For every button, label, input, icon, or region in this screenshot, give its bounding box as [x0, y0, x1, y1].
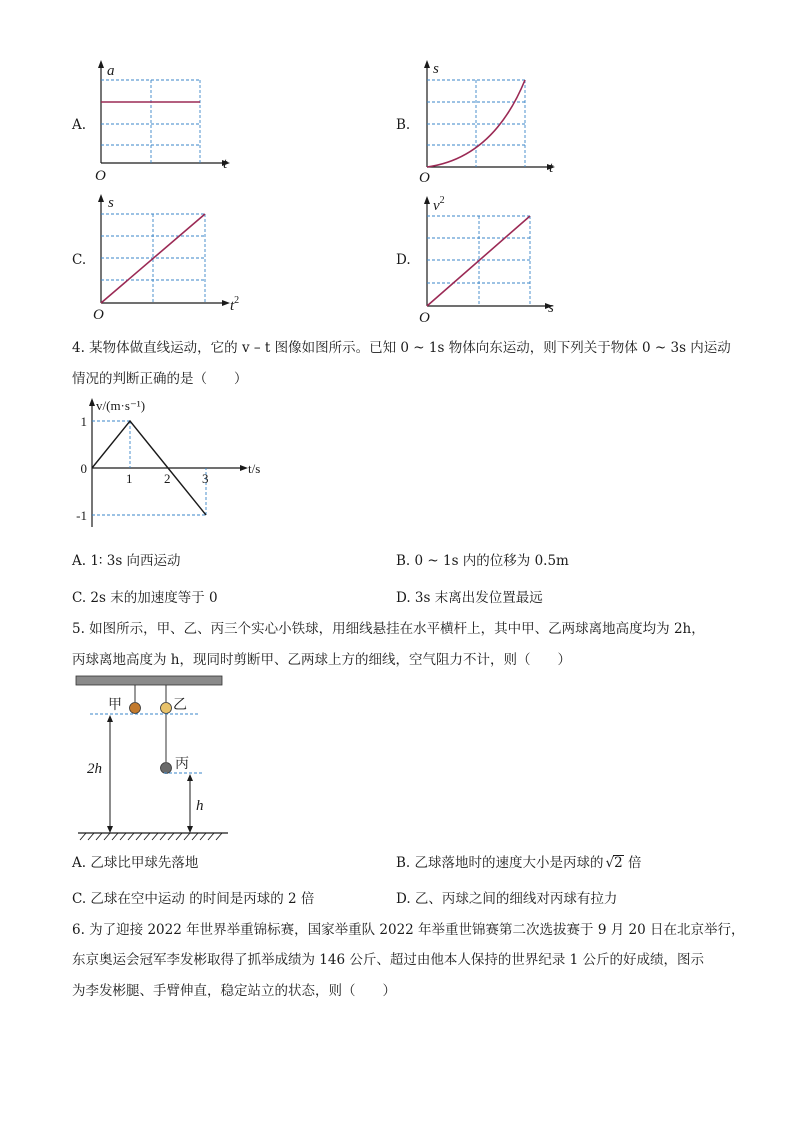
ball-jia	[130, 703, 141, 714]
vt-xlabel: t/s	[248, 461, 261, 476]
q3-option-a-label: A.	[72, 117, 87, 133]
q5-option-a: A. 乙球比甲球先落地	[72, 855, 199, 871]
ball-yi	[161, 703, 172, 714]
q3-d-yaxis: v	[433, 198, 440, 214]
q4-option-a: A. 1∶ 3s 向西运动	[72, 553, 181, 569]
q3-b-xaxis: t	[549, 160, 554, 176]
q3-a-origin: O	[95, 168, 106, 184]
q3-c-xaxis: t	[230, 298, 235, 314]
q3-option-c-label: C.	[72, 252, 87, 268]
label-jia: 甲	[108, 698, 122, 713]
q4-option-b: B. 0 ~ 1s 内的位移为 0.5m	[396, 553, 569, 569]
svg-text:t2	[230, 295, 239, 314]
vt-ytick-1: 1	[80, 414, 87, 429]
q5-option-b-text: B. 乙球落地时的速度大小是丙球的	[396, 855, 604, 871]
svg-text:v2	[433, 195, 445, 214]
q5-stem-line1: 5. 如图所示，甲、乙、丙三个实心小铁球，用细线悬挂在水平横杆上，其中甲、乙两球离地高度均为 2h，	[72, 621, 705, 637]
vt-ylabel: v/(m·s⁻¹)	[96, 398, 146, 413]
q5-figure	[72, 672, 237, 844]
q3-d-origin: O	[419, 310, 430, 324]
q5-option-b-tail: 倍	[628, 855, 642, 871]
label-bing: 丙	[175, 757, 189, 772]
q5-option-b-root: 2	[614, 855, 623, 871]
q3-option-d-label: D.	[396, 252, 411, 268]
q5-option-b: B. 乙球落地时的速度大小是丙球的 √2 倍	[396, 855, 642, 871]
q3-graph-c	[88, 190, 253, 322]
q6-stem-line1: 6. 为了迎接 2022 年世界举重锦标赛，国家举重队 2022 年举重世锦赛第二次选拔赛于 9 月 20 日在北京举行，	[72, 922, 745, 938]
q5-option-d: D. 乙、丙球之间的细线对丙球有拉力	[396, 891, 618, 907]
q6-stem-line3: 为李发彬腿、手臂伸直，稳定站立的状态，则（ ）	[72, 983, 396, 999]
q3-a-xaxis: t	[223, 156, 228, 172]
q5-stem-line2: 丙球离地高度为 h，现同时剪断甲、乙两球上方的细线，空气阻力不计，则（ ）	[72, 652, 571, 668]
q5-option-c: C. 乙球在空中运动 的时间是丙球的 2 倍	[72, 891, 315, 907]
vt-xtick-3: 3	[202, 471, 209, 486]
vt-ytick-0: 0	[80, 461, 87, 476]
label-h: h	[196, 798, 204, 814]
q6-stem-line2: 东京奥运会冠军李发彬取得了抓举成绩为 146 公斤、超过由他本人保持的世界纪录 1 公斤的好成绩，图示	[72, 952, 705, 968]
vt-ytick--1: -1	[76, 508, 87, 523]
vt-xtick-1: 1	[126, 471, 133, 486]
ceiling-bar	[76, 676, 222, 685]
q4-option-c: C. 2s 末的加速度等于 0	[72, 590, 218, 606]
q4-option-d: D. 3s 末离出发位置最远	[396, 590, 543, 606]
q3-b-yaxis: s	[433, 61, 439, 77]
q3-d-yaxis-sup: 2	[439, 195, 445, 206]
q3-graph-d	[413, 192, 578, 324]
q3-d-xaxis: s	[548, 300, 554, 316]
q3-c-yaxis: s	[108, 195, 114, 211]
label-2h: 2h	[87, 761, 102, 777]
q4-stem-line2: 情况的判断正确的是（ ）	[72, 371, 248, 387]
q3-a-yaxis: a	[107, 63, 115, 79]
q3-c-xaxis-sup: 2	[234, 295, 240, 306]
vt-xtick-2: 2	[164, 471, 171, 486]
q4-vt-chart	[72, 392, 282, 532]
q3-option-b-label: B.	[396, 117, 411, 133]
q4-stem-line1: 4. 某物体做直线运动，它的 v – t 图像如图所示。已知 0 ~ 1s 物体向东运动，则下列关于物体 0 ~ 3s 内运动	[72, 340, 731, 356]
q3-b-origin: O	[419, 170, 430, 186]
ball-bing	[161, 763, 172, 774]
label-yi: 乙	[173, 698, 187, 713]
q3-c-origin: O	[93, 307, 104, 322]
q3-graph-a	[88, 58, 248, 186]
q3-graph-b	[413, 58, 573, 186]
